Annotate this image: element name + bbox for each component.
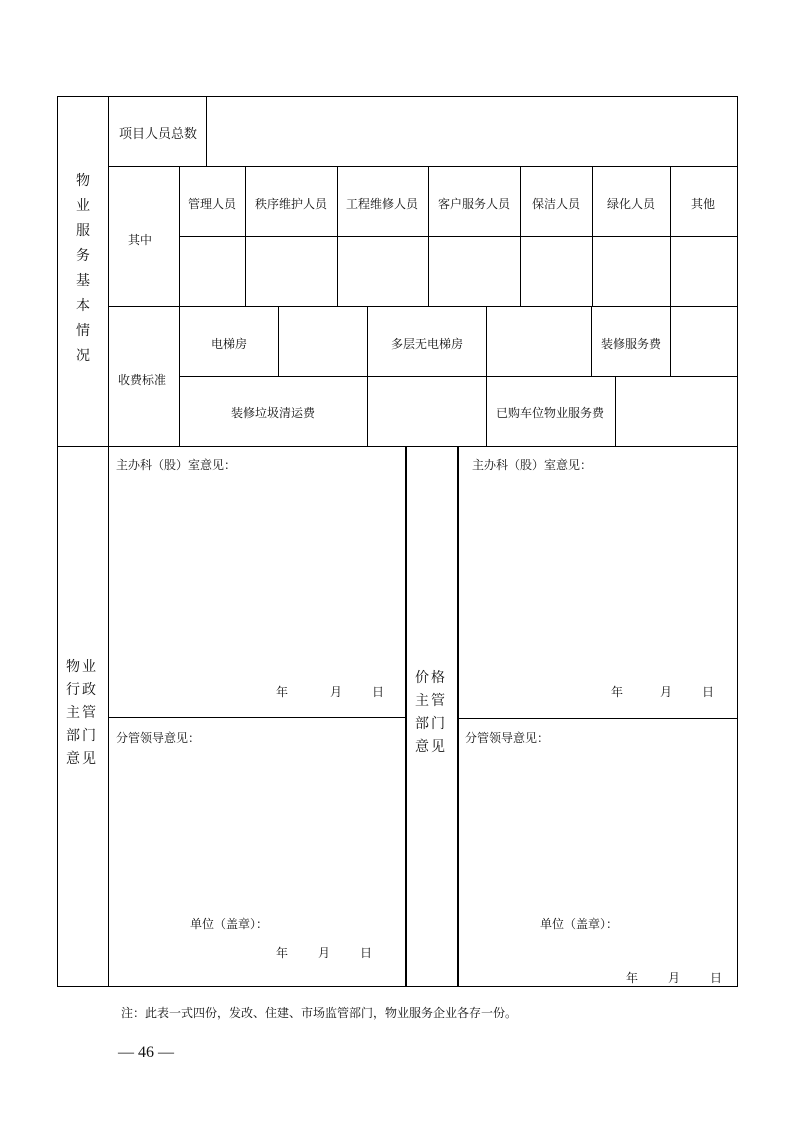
date-year: 年 xyxy=(611,685,624,699)
line xyxy=(670,166,671,306)
staff-cleaning: 保洁人员 xyxy=(531,197,581,211)
section-divider xyxy=(57,446,738,447)
price-main-office-date xyxy=(611,683,714,700)
page-number: — 46 — xyxy=(118,1044,174,1061)
line xyxy=(179,236,738,237)
line xyxy=(615,376,616,447)
basic-info-label: 物业服务基本情况 xyxy=(76,173,90,364)
fee-multi-no-elevator-label: 多层无电梯房 xyxy=(390,337,464,351)
date-month: 月 xyxy=(330,685,343,699)
staff-engineering: 工程维修人员 xyxy=(345,197,419,211)
admin-main-office-date xyxy=(276,683,384,700)
fee-renovation-waste-label: 装修垃圾清运费 xyxy=(230,406,316,420)
date-year: 年 xyxy=(276,685,289,699)
date-year: 年 xyxy=(626,971,639,985)
admin-main-office-opinion: 主办科（股）室意见： xyxy=(116,458,237,472)
date-day: 日 xyxy=(710,971,723,985)
line xyxy=(278,306,279,376)
line xyxy=(206,96,207,166)
date-day: 日 xyxy=(702,685,715,699)
staff-greening: 绿化人员 xyxy=(606,197,656,211)
staff-management: 管理人员 xyxy=(187,197,237,211)
line xyxy=(591,306,592,376)
date-month: 月 xyxy=(668,971,681,985)
date-month: 月 xyxy=(318,946,331,960)
price-seal-label: 单位（盖章）： xyxy=(540,917,619,931)
fee-renovation-service-label: 装修服务费 xyxy=(600,337,662,351)
table-border-right xyxy=(737,96,738,987)
date-day: 日 xyxy=(360,946,373,960)
admin-leader-date xyxy=(276,944,372,961)
staff-customer-service: 客户服务人员 xyxy=(437,197,511,211)
line xyxy=(670,306,671,376)
line xyxy=(367,306,368,447)
line xyxy=(458,718,738,719)
label-column-divider xyxy=(108,96,109,987)
line xyxy=(457,446,459,987)
admin-seal-label: 单位（盖章）： xyxy=(190,917,269,931)
fee-standard-label: 收费标准 xyxy=(118,373,167,387)
fee-parking-service-label: 已购车位物业服务费 xyxy=(495,406,605,420)
line xyxy=(592,166,593,306)
admin-department-label: 物业行政主管部门意见 xyxy=(66,659,98,767)
line xyxy=(428,166,429,306)
line xyxy=(108,166,738,167)
line xyxy=(108,717,406,718)
table-border-bottom xyxy=(57,986,738,987)
footnote: 注：此表一式四份，发改、住建、市场监管部门，物业服务企业各存一份。 xyxy=(121,1006,518,1020)
line xyxy=(486,306,487,447)
date-year: 年 xyxy=(276,946,289,960)
line xyxy=(245,166,246,306)
table-border-left xyxy=(57,96,58,987)
total-staff-label: 项目人员总数 xyxy=(119,127,198,142)
admin-leader-opinion: 分管领导意见： xyxy=(116,731,201,745)
fee-elevator-label: 电梯房 xyxy=(210,337,248,351)
date-month: 月 xyxy=(660,685,673,699)
of-which-label: 其中 xyxy=(128,233,153,247)
staff-other: 其他 xyxy=(690,197,716,211)
line xyxy=(179,376,738,377)
staff-security: 秩序维护人员 xyxy=(254,197,328,211)
line xyxy=(108,306,738,307)
date-day: 日 xyxy=(372,685,385,699)
price-department-label: 价格主管部门意见 xyxy=(415,670,447,755)
price-leader-date xyxy=(626,969,722,986)
price-leader-opinion: 分管领导意见： xyxy=(465,731,550,745)
line xyxy=(520,166,521,306)
price-main-office-opinion: 主办科（股）室意见： xyxy=(472,458,593,472)
line xyxy=(337,166,338,306)
table-border-top xyxy=(57,96,738,97)
